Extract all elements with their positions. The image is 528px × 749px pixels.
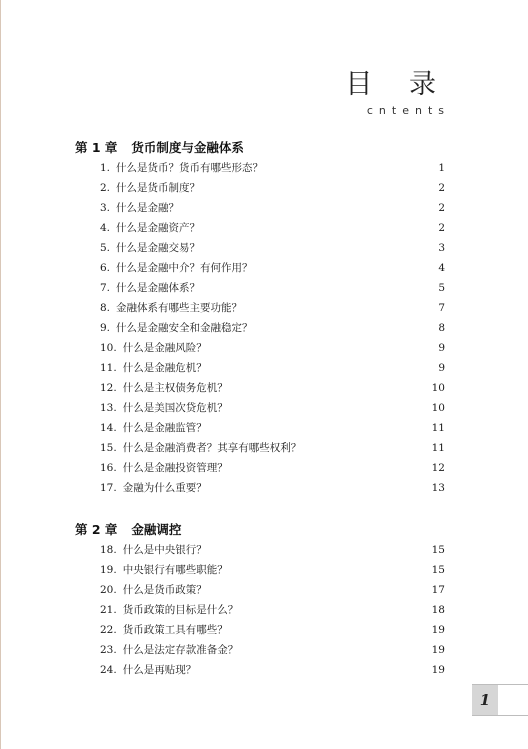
entry-number: 10. [100, 342, 117, 354]
entry-label: 什么是货币？货币有哪些形态？ [116, 162, 264, 174]
entry-number: 19. [100, 564, 117, 576]
entry-page: 2 [438, 182, 445, 194]
chapter-number: 第 2 章 [75, 522, 118, 537]
entry-label: 中央银行有哪些职能？ [122, 564, 228, 576]
entry-label: 货币政策的目标是什么？ [122, 604, 239, 616]
entry-page: 19 [431, 624, 445, 636]
page-number: 1 [472, 685, 498, 715]
toc-entry[interactable] [100, 600, 445, 620]
entry-page: 5 [438, 282, 445, 294]
entry-label: 什么是金融风险？ [122, 342, 207, 354]
entry-number: 21. [100, 604, 117, 616]
toc-entry[interactable] [100, 640, 445, 660]
entry-number: 3. [100, 202, 111, 214]
entry-page: 18 [431, 604, 445, 616]
entry-page: 12 [431, 462, 445, 474]
entry-page: 11 [431, 422, 445, 434]
entry-number: 22. [100, 624, 117, 636]
entry-label: 什么是法定存款准备金？ [122, 644, 239, 656]
entry-number: 9. [100, 322, 111, 334]
page-edge-line [0, 0, 1, 749]
entry-page: 7 [438, 302, 445, 314]
entry-number: 1. [100, 162, 111, 174]
entry-label: 什么是美国次贷危机？ [122, 402, 228, 414]
entry-label: 什么是金融？ [116, 202, 180, 214]
chapter-number: 第 1 章 [75, 140, 118, 155]
entry-label: 什么是货币制度？ [116, 182, 201, 194]
entry-page: 2 [438, 202, 445, 214]
entry-label: 什么是金融监管？ [122, 422, 207, 434]
toc-entry[interactable] [100, 158, 445, 178]
toc-entry[interactable] [100, 540, 445, 560]
entry-label: 什么是中央银行？ [122, 544, 207, 556]
entry-page: 19 [431, 644, 445, 656]
entry-page: 10 [431, 402, 445, 414]
toc-entry[interactable] [100, 278, 445, 298]
entry-number: 5. [100, 242, 111, 254]
toc-entry[interactable] [100, 458, 445, 478]
entry-number: 11. [100, 362, 117, 374]
chapter-title: 货币制度与金融体系 [131, 140, 244, 155]
toc-entry[interactable] [100, 338, 445, 358]
entry-page: 9 [438, 362, 445, 374]
entry-page: 17 [431, 584, 445, 596]
toc-entry[interactable] [100, 298, 445, 318]
toc-entry[interactable] [100, 478, 445, 498]
entry-label: 什么是再贴现？ [122, 664, 197, 676]
toc-entry[interactable] [100, 580, 445, 600]
toc-entry[interactable] [100, 198, 445, 218]
entry-number: 6. [100, 262, 111, 274]
entry-label: 什么是金融中介？有何作用？ [116, 262, 253, 274]
chapter-heading[interactable] [75, 138, 244, 156]
entry-label: 金融体系有哪些主要功能？ [116, 302, 243, 314]
entry-page: 8 [438, 322, 445, 334]
toc-entry[interactable] [100, 178, 445, 198]
toc-entry[interactable] [100, 418, 445, 438]
entry-number: 18. [100, 544, 117, 556]
entry-label: 什么是金融交易？ [116, 242, 201, 254]
entry-page: 4 [438, 262, 445, 274]
entry-number: 16. [100, 462, 117, 474]
entry-number: 20. [100, 584, 117, 596]
entry-page: 9 [438, 342, 445, 354]
entry-page: 15 [431, 564, 445, 576]
entry-page: 2 [438, 222, 445, 234]
toc-entry[interactable] [100, 620, 445, 640]
entry-label: 什么是金融危机？ [122, 362, 207, 374]
toc-entry[interactable] [100, 238, 445, 258]
toc-subtitle: cntents [366, 104, 450, 117]
entry-number: 14. [100, 422, 117, 434]
entry-number: 12. [100, 382, 117, 394]
chapter-heading[interactable] [75, 520, 181, 538]
toc-entry[interactable] [100, 218, 445, 238]
entry-label: 什么是金融安全和金融稳定？ [116, 322, 253, 334]
entry-number: 24. [100, 664, 117, 676]
entry-label: 货币政策工具有哪些？ [122, 624, 228, 636]
entry-number: 13. [100, 402, 117, 414]
toc-entry[interactable] [100, 560, 445, 580]
chapter-title: 金融调控 [131, 522, 182, 537]
entry-page: 19 [431, 664, 445, 676]
entry-number: 8. [100, 302, 111, 314]
entry-label: 什么是金融消费者？其享有哪些权利？ [122, 442, 302, 454]
toc-title: 目 录 [345, 69, 450, 100]
entry-page: 13 [431, 482, 445, 494]
toc-entry[interactable] [100, 438, 445, 458]
entry-number: 2. [100, 182, 111, 194]
entry-label: 什么是货币政策？ [122, 584, 207, 596]
entry-number: 15. [100, 442, 117, 454]
toc-entry[interactable] [100, 660, 445, 680]
page-number-tab [472, 684, 528, 716]
toc-entry[interactable] [100, 358, 445, 378]
entry-label: 什么是金融投资管理？ [122, 462, 228, 474]
entry-label: 什么是金融体系？ [116, 282, 201, 294]
toc-entry[interactable] [100, 318, 445, 338]
toc-entry[interactable] [100, 378, 445, 398]
entry-number: 7. [100, 282, 111, 294]
entry-number: 4. [100, 222, 111, 234]
toc-entry[interactable] [100, 258, 445, 278]
entry-number: 23. [100, 644, 117, 656]
entry-page: 11 [431, 442, 445, 454]
entry-label: 什么是金融资产？ [116, 222, 201, 234]
entry-page: 3 [438, 242, 445, 254]
toc-entry[interactable] [100, 398, 445, 418]
entry-page: 1 [438, 162, 445, 174]
entry-label: 金融为什么重要？ [122, 482, 207, 494]
entry-number: 17. [100, 482, 117, 494]
entry-label: 什么是主权债务危机？ [122, 382, 228, 394]
entry-page: 15 [431, 544, 445, 556]
entry-page: 10 [431, 382, 445, 394]
